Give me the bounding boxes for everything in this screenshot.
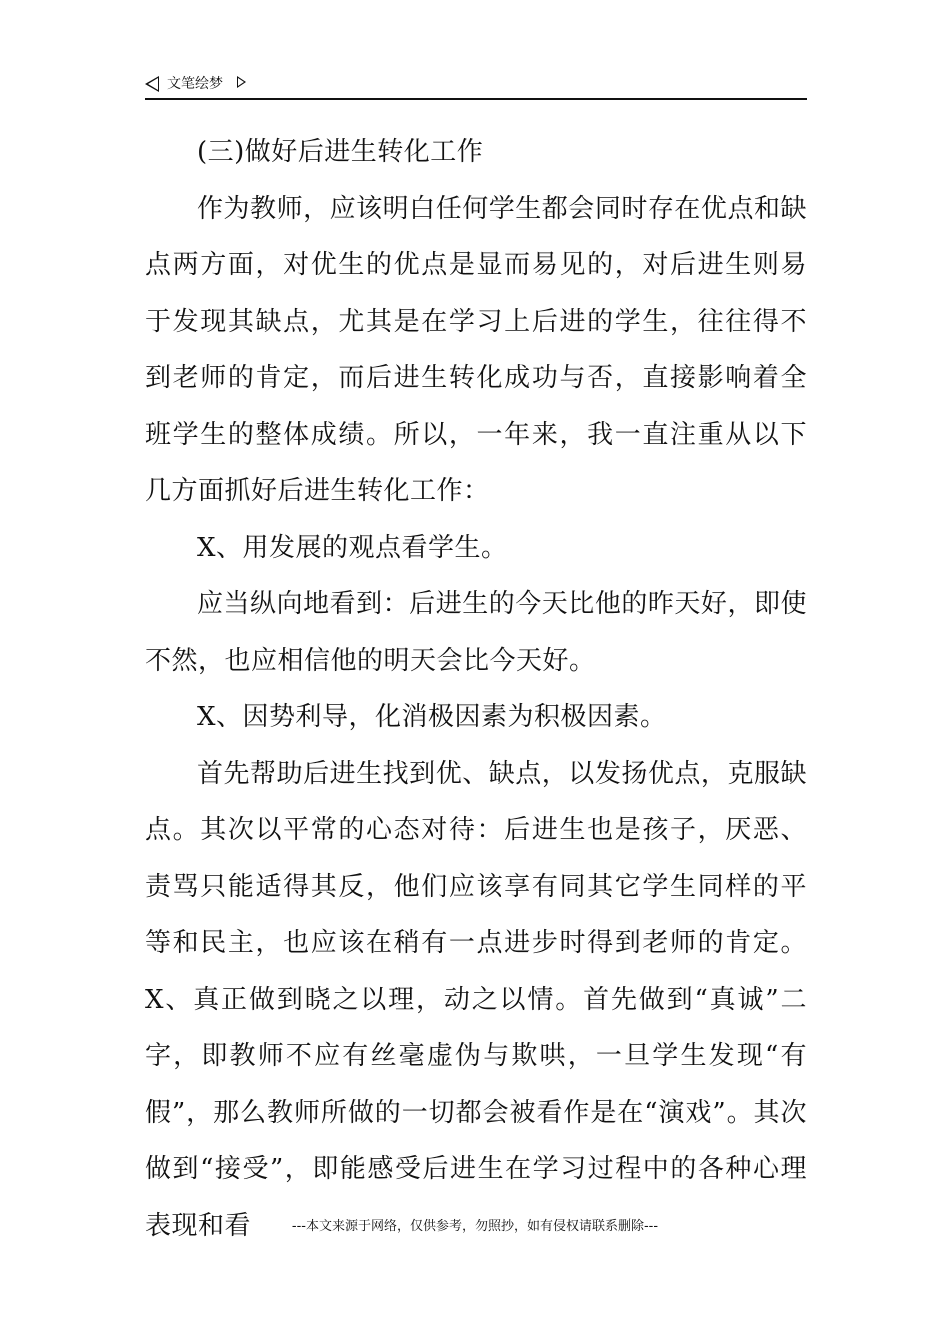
section-heading: (三)做好后进生转化工作 — [197, 137, 484, 167]
triangle-right-icon — [237, 76, 246, 88]
document-body — [145, 124, 807, 1254]
list-item-heading: X、因势利导，化消极因素为积极因素。 — [197, 702, 667, 732]
paragraph: 作为教师，应该明白任何学生都会同时存在优点和缺点两方面，对优生的优点是显而易见的，对后进生则易于发现其缺点，尤其是在学习上后进的学生，往往得不到老师的肯定，而后进生转化成功与否，直接影响着全班学生的整体成绩。所以，一年来，我一直注重从以下几方面抓好后进生转化工作： — [145, 193, 807, 506]
page-header — [145, 74, 807, 100]
header-title: 文笔绘梦 — [167, 76, 223, 92]
list-item-heading: X、用发展的观点看学生。 — [197, 532, 508, 563]
triangle-left-icon — [145, 76, 159, 92]
paragraph: 应当纵向地看到：后进生的今天比他的昨天好，即使不然，也应相信他的明天会比今天好。 — [145, 589, 807, 676]
paragraph: 首先帮助后进生找到优、缺点，以发扬优点，克服缺点。其次以平常的心态对待：后进生也是孩子，厌恶、责骂只能适得其反，他们应该享有同其它学生同样的平等和民主，也应该在稍有一点进步时得到老师的肯定。X、真正做到晓之以理，动之以情。首先做到“真诚”二字，即教师不应有丝毫虚伪与欺哄，一旦学生发现“有假”，那么教师所做的一切都会被看作是在“演戏”。其次做到“接受”，即能感受后进生在学习过程中的各种心理表现和看 — [145, 758, 807, 1241]
page-footer: ---本文来源于网络，仅供参考，勿照抄，如有侵权请联系删除--- — [291, 1219, 659, 1234]
